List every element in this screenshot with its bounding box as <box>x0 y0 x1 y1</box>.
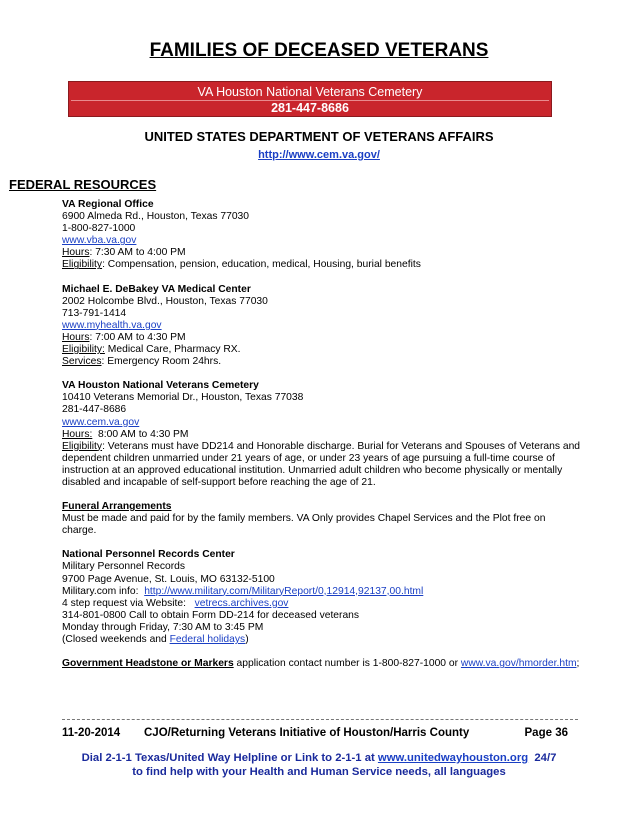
medical-center-eligibility <box>62 344 582 356</box>
eligibility-label: Eligibility <box>62 259 103 271</box>
cemetery-block <box>62 380 582 489</box>
headstone-text: application contact number is 1-800-827-1000 or <box>233 658 461 670</box>
records-block <box>62 549 582 646</box>
eligibility-value: : Veterans must have DD214 and Honorable discharge. Burial for Veterans and Spouses of Veterans and dependent children unmarried under 21 years of age, or under 23 years of age pursuing a full-time course of instruction at an approved educational institution. Unmarried adult children who become physically or mentally disabled and incapable of self-support before reaching the age of 21. <box>62 440 581 488</box>
helpline-prefix: Dial 2-1-1 Texas/United Way Helpline or Link to 2-1-1 at <box>81 752 378 764</box>
banner-name: VA Houston National Veterans Cemetery <box>197 85 423 99</box>
regional-office-phone: 1-800-827-1000 <box>62 223 136 235</box>
cemetery-address: 10410 Veterans Memorial Dr., Houston, Texas 77038 <box>62 392 304 404</box>
records-closed <box>62 634 582 646</box>
regional-office-address: 6900 Almeda Rd., Houston, Texas 77030 <box>62 211 249 223</box>
records-call: 314-801-0800 Call to obtain Form DD-214 for deceased veterans <box>62 609 360 621</box>
eligibility-value: : Compensation, pension, education, medical, Housing, burial benefits <box>102 259 421 271</box>
banner-phone: 281-447-8686 <box>271 101 349 115</box>
regional-office-eligibility <box>62 259 582 271</box>
footer-organization: CJO/Returning Veterans Initiative of Houston/Harris County <box>144 727 470 739</box>
hours-label: Hours <box>62 247 90 259</box>
cemetery-eligibility <box>62 441 582 489</box>
cemetery-link[interactable]: www.cem.va.gov <box>62 416 140 428</box>
funeral-block <box>62 501 582 537</box>
cemetery-name: VA Houston National Veterans Cemetery <box>62 380 259 392</box>
vetrecs-link[interactable]: vetrecs.archives.gov <box>194 597 289 609</box>
closed-prefix: (Closed weekends and <box>62 634 170 645</box>
regional-office-link[interactable]: www.vba.va.gov <box>62 235 137 247</box>
department-heading: UNITED STATES DEPARTMENT OF VETERANS AFFAIRS <box>144 129 494 144</box>
military-label: Military.com info: <box>62 585 145 597</box>
hours-label: Hours <box>62 331 90 343</box>
hours-value: 8:00 AM to 4:30 PM <box>92 428 189 440</box>
helpline-line2: to find help with your Health and Human Service needs, all languages <box>132 766 506 778</box>
step-label: 4 step request via Website: <box>62 597 195 609</box>
medical-center-address: 2002 Holcombe Blvd., Houston, Texas 77030 <box>62 295 268 307</box>
records-name: National Personnel Records Center <box>62 549 235 561</box>
eligibility-label: Eligibility <box>62 440 103 452</box>
hours-value: : 7:30 AM to 4:00 PM <box>89 247 186 259</box>
funeral-text: Must be made and paid for by the family members. VA Only provides Chapel Services and the Plot free on charge. <box>62 513 546 537</box>
footer-date: 11-20-2014 <box>62 727 121 739</box>
cemetery-banner <box>68 81 552 117</box>
records-subtitle: Military Personnel Records <box>62 561 186 573</box>
regional-office-hours <box>62 247 582 259</box>
services-label: Services <box>62 356 102 368</box>
medical-center-name: Michael E. DeBakey VA Medical Center <box>62 283 251 295</box>
headstone-line <box>62 658 582 670</box>
cemetery-phone: 281-447-8686 <box>62 404 127 416</box>
helpline-suffix: 24/7 <box>528 752 557 764</box>
headstone-link[interactable]: www.va.gov/hmorder.htm <box>460 658 577 670</box>
military-link[interactable]: http://www.military.com/MilitaryReport/0,12914,92137,00.html <box>144 585 424 597</box>
footer-divider <box>62 719 578 720</box>
united-way-link[interactable]: www.unitedwayhouston.org <box>377 752 529 764</box>
regional-office-block <box>62 199 582 272</box>
records-military-info <box>62 586 582 598</box>
resources-content <box>62 199 582 682</box>
records-step-request <box>62 598 582 610</box>
page-number: Page 36 <box>524 727 568 739</box>
medical-center-block <box>62 284 582 369</box>
records-hours: Monday through Friday, 7:30 AM to 3:45 PM <box>62 621 264 633</box>
department-link[interactable]: http://www.cem.va.gov/ <box>258 149 380 161</box>
eligibility-label: Eligibility: <box>62 344 105 356</box>
regional-office-name: VA Regional Office <box>62 199 154 210</box>
hours-value: : 7:00 AM to 4:30 PM <box>89 331 186 343</box>
federal-holidays-link[interactable]: Federal holidays <box>169 634 246 645</box>
funeral-heading: Funeral Arrangements <box>62 501 172 513</box>
cemetery-hours <box>62 429 582 441</box>
medical-center-link[interactable]: www.myhealth.va.gov <box>62 319 162 331</box>
hours-label: Hours: <box>62 428 93 440</box>
headstone-heading: Government Headstone or Markers <box>62 658 234 670</box>
eligibility-value: Medical Care, Pharmacy RX. <box>104 344 241 356</box>
medical-center-services <box>62 356 582 368</box>
headstone-suffix: ; <box>576 658 580 670</box>
helpline-notice <box>0 751 638 779</box>
medical-center-phone: 713-791-1414 <box>62 307 127 319</box>
records-address: 9700 Page Avenue, St. Louis, MO 63132-5100 <box>62 573 275 585</box>
closed-suffix: ) <box>245 634 249 645</box>
services-value: : Emergency Room 24hrs. <box>101 356 222 368</box>
headstone-block <box>62 658 582 670</box>
section-heading: FEDERAL RESOURCES <box>9 177 157 192</box>
page-title: FAMILIES OF DECEASED VETERANS <box>149 40 489 61</box>
medical-center-hours <box>62 332 582 344</box>
